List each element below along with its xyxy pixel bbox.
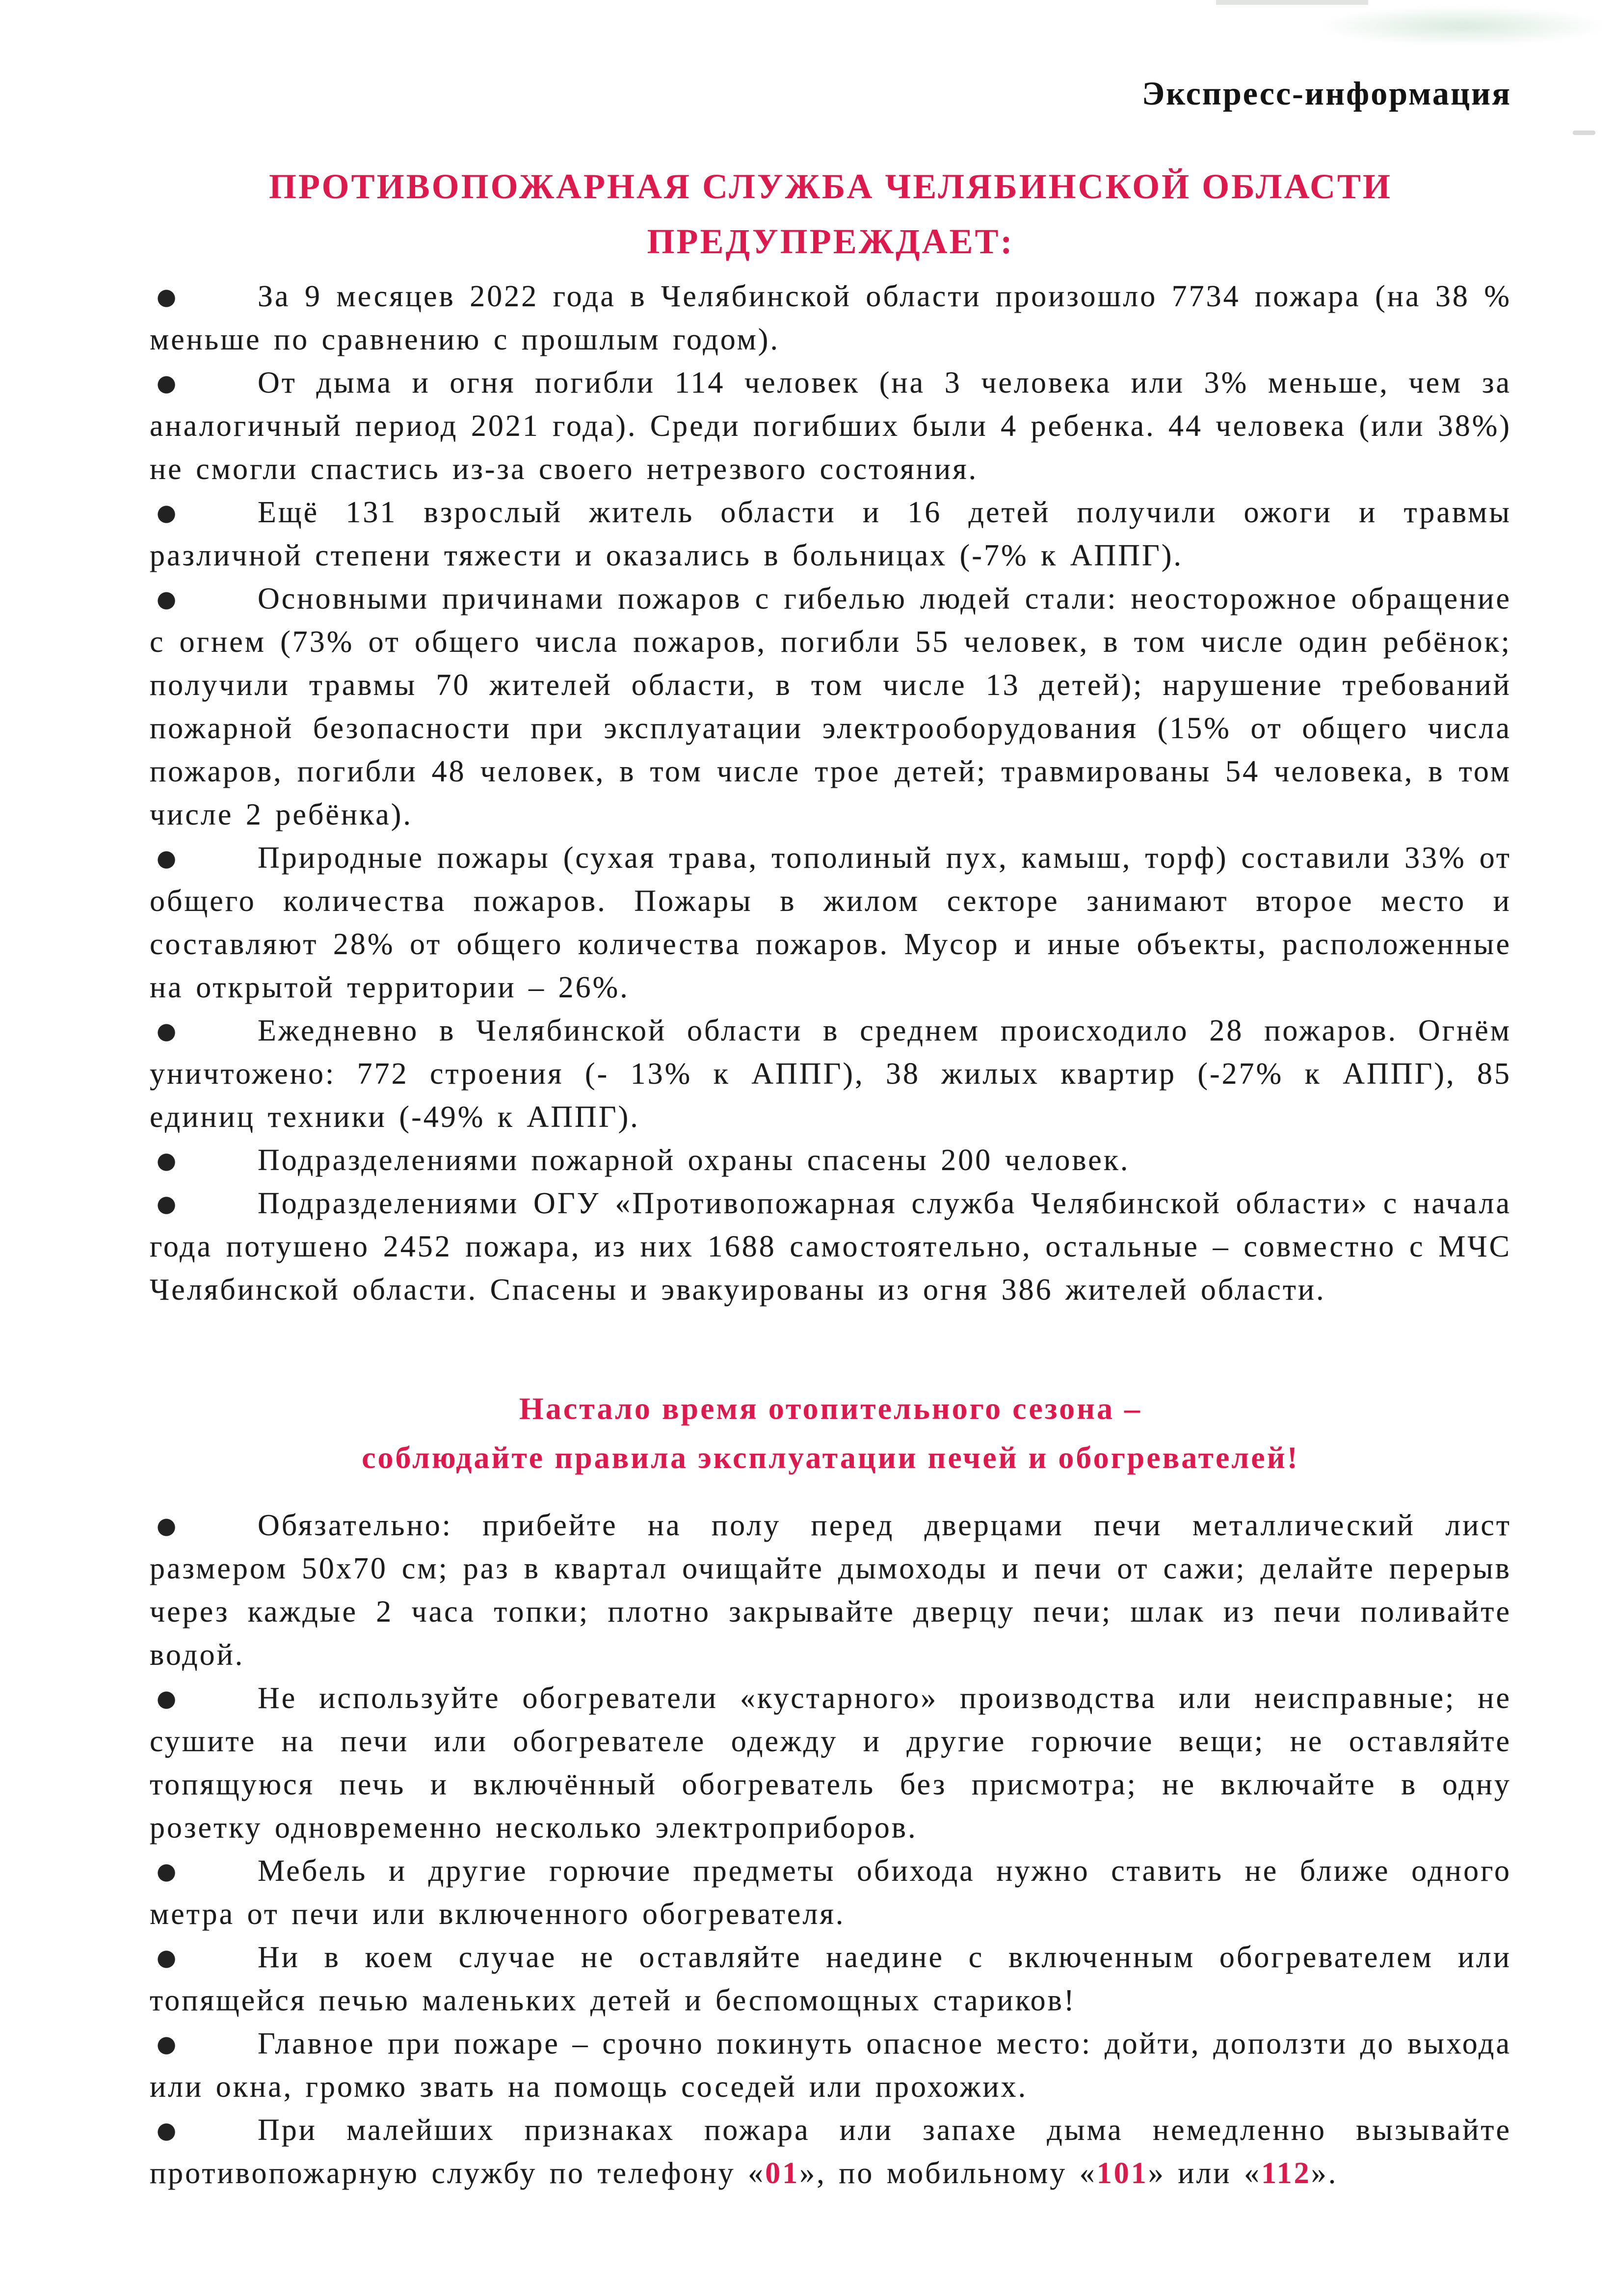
main-title-line2: ПРЕДУПРЕЖДАЕТ: bbox=[647, 222, 1014, 261]
list-item-text: Подразделениями пожарной охраны спасены 200 человек. bbox=[258, 1144, 1130, 1177]
bullet-icon: ● bbox=[157, 1147, 179, 1174]
list-item-text: Ещё 131 взрослый житель области и 16 детей получили ожоги и травмы различной степени тяжести и оказались в больницах (-7% к АППГ). bbox=[150, 496, 1511, 572]
season-title-line1: Настало время отопительного сезона – bbox=[519, 1391, 1142, 1426]
statistics-list bbox=[150, 275, 1511, 1311]
list-item-text: Обязательно: прибейте на полу перед дверцами печи металлический лист размером 50х70 см; раз в квартал очищайте дымоходы и печи от сажи; делайте перерыв через каждые 2 часа топки; плотно закрывайте дверцу печи; шлак из печи поливайте водой. bbox=[150, 1509, 1511, 1672]
bullet-icon: ● bbox=[157, 1685, 179, 1711]
bullet-icon: ● bbox=[157, 283, 179, 310]
bullet-icon: ● bbox=[157, 586, 179, 612]
list-item-text: Природные пожары (сухая трава, тополиный пух, камыш, торф) составили 33% от общего количества пожаров. Пожары в жилом секторе занимают второе место и составляют 28% от общего количества пожаров. Мусор и иные объекты, расположенные на открытой территории – 26%. bbox=[150, 841, 1511, 1004]
bullet-icon: ● bbox=[157, 1190, 179, 1217]
main-title-line1: ПРОТИВОПОЖАРНАЯ СЛУЖБА ЧЕЛЯБИНСКОЙ ОБЛАСТИ bbox=[268, 167, 1392, 206]
bullet-icon: ● bbox=[157, 1017, 179, 1044]
emergency-text-prefix: При малейших признаках пожара или запахе дыма немедленно вызывайте противопожарную службу по телефону « bbox=[150, 2113, 1511, 2190]
list-item-text: От дыма и огня погибли 114 человек (на 3 человека или 3% меньше, чем за аналогичный период 2021 года). Среди погибших были 4 ребенка. 44 человека (или 38%) не смогли спастись из-за своего нетрезвого состояния. bbox=[150, 366, 1511, 486]
list-item bbox=[150, 577, 1511, 836]
season-title-line2: соблюдайте правила эксплуатации печей и обогревателей! bbox=[362, 1440, 1299, 1475]
list-item-text: Главное при пожаре – срочно покинуть опасное место: дойти, доползти до выхода или окна, громко звать на помощь соседей или прохожих. bbox=[150, 2027, 1511, 2104]
bullet-icon: ● bbox=[157, 2117, 179, 2143]
bullet-icon: ● bbox=[157, 1512, 179, 1539]
list-item bbox=[150, 836, 1511, 1009]
list-item bbox=[150, 1677, 1511, 1849]
scan-dash-artifact bbox=[1573, 131, 1595, 135]
list-item-text: Мебель и другие горючие предметы обихода нужно ставить не ближе одного метра от печи или включенного обогревателя. bbox=[150, 1854, 1511, 1931]
bullet-icon: ● bbox=[157, 2030, 179, 2057]
list-item bbox=[150, 1504, 1511, 1677]
list-item bbox=[150, 1182, 1511, 1311]
bullet-icon: ● bbox=[157, 1944, 179, 1971]
bullet-icon: ● bbox=[157, 370, 179, 396]
list-item-text: Не используйте обогреватели «кустарного» производства или неисправные; не сушите на печи или обогревателе одежду и другие горючие вещи; не оставляйте топящуюся печь и включённый обогреватель без присмотра; не включайте в одну розетку одновременно несколько электроприборов. bbox=[150, 1682, 1511, 1844]
main-title bbox=[150, 159, 1511, 269]
list-item bbox=[150, 2022, 1511, 2109]
list-item bbox=[150, 1849, 1511, 1936]
list-item-text: Ежедневно в Челябинской области в среднем происходило 28 пожаров. Огнём уничтожено: 772 строения (- 13% к АППГ), 38 жилых квартир (-27% к АППГ), 85 единиц техники (-49% к АППГ). bbox=[150, 1014, 1511, 1134]
list-item bbox=[150, 361, 1511, 491]
safety-rules-list bbox=[150, 1504, 1511, 2195]
list-item-emergency-numbers bbox=[150, 2109, 1511, 2195]
document-type-label: Экспресс-информация bbox=[1141, 75, 1511, 112]
list-item bbox=[150, 491, 1511, 577]
bullet-icon: ● bbox=[157, 845, 179, 871]
list-item-text: Ни в коем случае не оставляйте наедине с включенным обогревателем или топящейся печью маленьких детей и беспомощных стариков! bbox=[150, 1941, 1511, 2017]
list-item-text: Подразделениями ОГУ «Противопожарная служба Челябинской области» с начала года потушено 2452 пожара, из них 1688 самостоятельно, остальные – совместно с МЧС Челябинской области. Спасены и эвакуированы из огня 386 жителей области. bbox=[150, 1187, 1511, 1307]
list-item-text: Основными причинами пожаров с гибелью людей стали: неосторожное обращение с огнем (73% от общего числа пожаров, погибли 55 человек, в том числе один ребёнок; получили травмы 70 жителей области, в том числе 13 детей); нарушение требований пожарной безопасности при эксплуатации электрооборудования (15% от общего числа пожаров, погибли 48 человек, в том числе трое детей; травмированы 54 человека, в том числе 2 ребёнка). bbox=[150, 582, 1511, 831]
list-item bbox=[150, 1009, 1511, 1139]
bullet-icon: ● bbox=[157, 499, 179, 526]
phone-number-101: 101 bbox=[1096, 2157, 1148, 2190]
emergency-text-sep2: » или « bbox=[1148, 2157, 1262, 2190]
list-item bbox=[150, 275, 1511, 361]
bullet-icon: ● bbox=[157, 1858, 179, 1884]
emergency-text-suffix: ». bbox=[1311, 2157, 1338, 2190]
phone-number-112: 112 bbox=[1261, 2157, 1311, 2190]
emergency-text-sep1: », по мобильному « bbox=[799, 2157, 1097, 2190]
list-item bbox=[150, 1139, 1511, 1182]
phone-number-01: 01 bbox=[765, 2157, 800, 2190]
list-item bbox=[150, 1936, 1511, 2022]
list-item-text: За 9 месяцев 2022 года в Челябинской области произошло 7734 пожара (на 38 % меньше по сравнению с прошлым годом). bbox=[150, 280, 1511, 356]
document-content bbox=[150, 0, 1511, 2195]
season-title bbox=[150, 1384, 1511, 1482]
